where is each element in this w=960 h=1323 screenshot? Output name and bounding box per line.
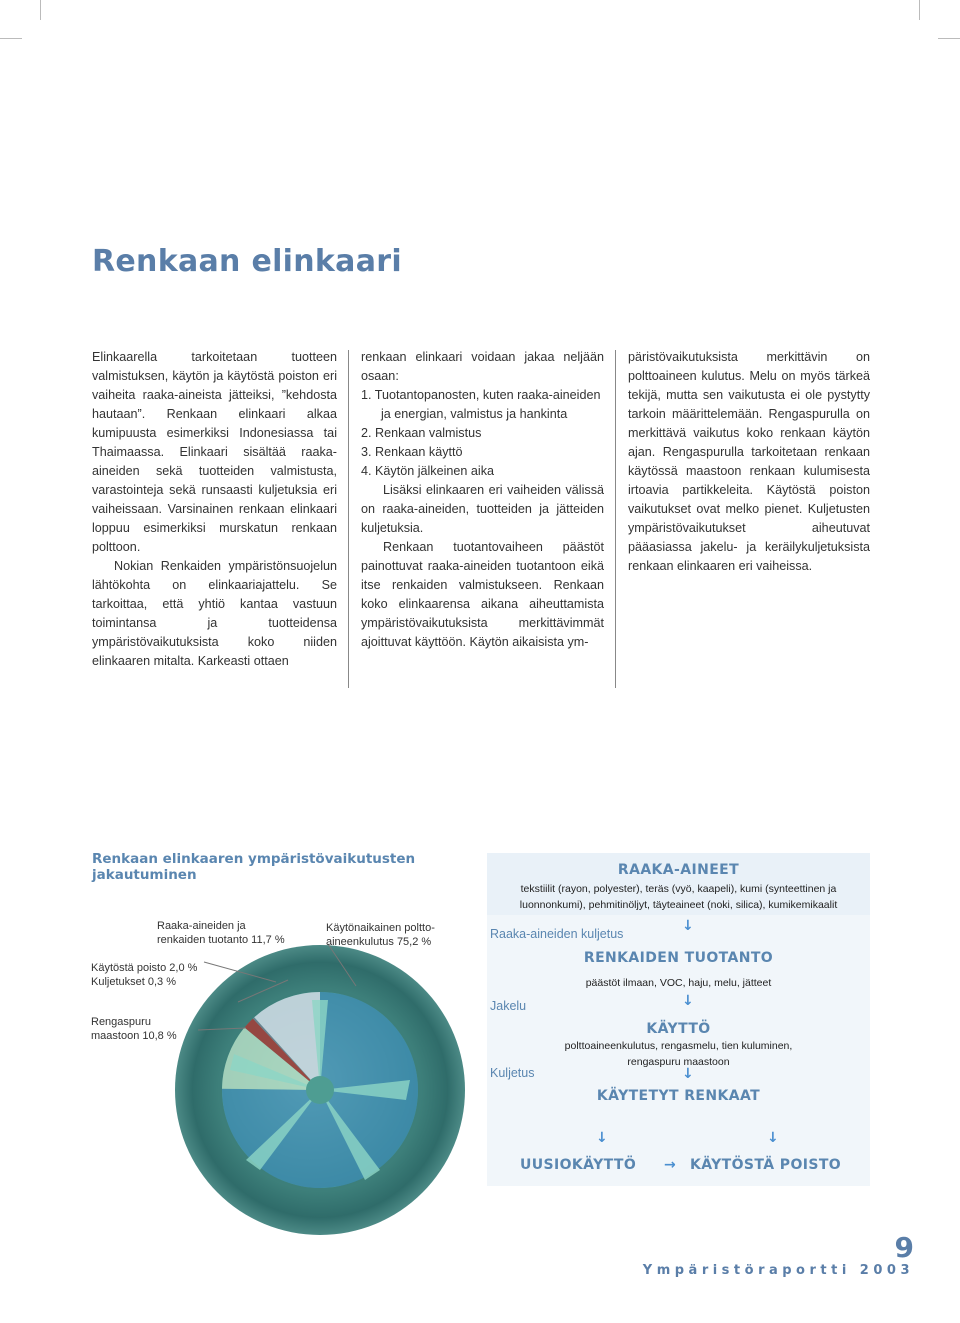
crop-mark: [919, 0, 920, 20]
paragraph: Nokian Renkaiden ympäristönsuojelun lähtökohta on elinkaariajattelu. Se tarkoittaa, että yhtiö kantaa vastuun toimintansa ja tuotteidensa ympäristövaikutuksista koko niiden elinkaaren mitalta. Karkeasti ottaen: [92, 559, 337, 668]
column-divider: [348, 350, 349, 688]
label-wear: Rengaspuru maastoon 10,8 %: [91, 1016, 177, 1042]
paragraph: päristövaikutuksista merkittävin on polttoaineen kulutus. Melu on myös tärkeä tekijä, mutta sen vaikutusta ei ole pystytty tarkoin määrittelemään. Rengaspurulla on merkittävä vaikutus koko renkaan käytön ajan. Rengaspurulla tarkoitetaan renkaan käytössä maastoon renkaan kulumisesta irtoavia partikkeleita. Käytöstä poiston vaikutukset ovat melko pienet. Kuljetusten ympäristövaikutukset aiheutuvat pääasiassa jakelu- ja keräilykuljetuksista renkaan elinkaaren eri vaiheissa.: [628, 350, 870, 573]
page-title: Renkaan elinkaari: [92, 244, 402, 279]
rim-hub: [306, 1076, 334, 1104]
transport-label: Kuljetus: [490, 1066, 535, 1080]
raw-materials-text: tekstiilit (rayon, polyester), teräs (vyö, kaapeli), kumi (synteettinen ja luonnonkumi), pehmitinöljyt, täyteaineet (noki, silica), kumikemikaalit: [519, 883, 838, 911]
arrow-down-icon: ↓: [682, 1066, 694, 1082]
crop-mark: [0, 38, 22, 39]
raw-materials-title: RAAKA-AINEET: [617, 862, 740, 878]
phase-list: [361, 386, 604, 481]
reuse-title: UUSIOKÄYTTÖ: [520, 1157, 637, 1173]
column-divider: [615, 350, 616, 688]
chart-title: Renkaan elinkaaren ympäristövaikutusten jakautuminen: [92, 851, 416, 883]
label-fuel: Käytönaikainen poltto- aineenkulutus 75,2 %: [326, 922, 435, 948]
arrow-right-icon: →: [664, 1157, 676, 1173]
list-item: 3. Renkaan käyttö: [361, 445, 463, 459]
label-disposal-transport: Käytöstä poisto 2,0 % Kuljetukset 0,3 %: [91, 962, 198, 988]
list-item: 1. Tuotantopanosten, kuten raaka-aineiden ja energian, valmistus ja hankinta: [361, 388, 601, 421]
text-column-2: [361, 348, 604, 652]
arrow-down-icon: ↓: [767, 1130, 779, 1146]
crop-mark: [938, 38, 960, 39]
text-column-1: [92, 348, 337, 671]
raw-transport-label: Raaka-aineiden kuljetus: [490, 927, 624, 941]
page-number: 9: [894, 1231, 914, 1264]
list-item: 4. Käytön jälkeinen aika: [361, 464, 495, 478]
paragraph: Elinkaarella tarkoitetaan tuotteen valmistuksen, käytön ja käytöstä poiston eri vaiheita raaka-aineista jätteiksi, ”kehdosta hautaan”. Renkaan elinkaari alkaa kumipuusta esimerkiksi Indonesiassa tai Thaimaassa. Elinkaari sisältää raaka-aineiden sekä tuotteiden valmistusta, varastointeja sekä runsaasti kuljetuksia eri vaiheissaan. Varsinainen renkaan elinkaari loppuu esimerkiksi murskatun renkaan polttoon.: [92, 350, 337, 554]
disposal-title: KÄYTÖSTÄ POISTO: [690, 1157, 842, 1173]
list-item: 2. Renkaan valmistus: [361, 426, 482, 440]
tire-pie-chart: [160, 940, 480, 1240]
distribution-label: Jakelu: [490, 999, 527, 1013]
used-tires-title: KÄYTETYT RENKAAT: [596, 1088, 761, 1104]
report-name: Ympäristöraportti 2003: [642, 1263, 914, 1278]
paragraph: Renkaan tuotantovaiheen päästöt painottuvat raaka-aineiden tuotantoon eikä itse renkaiden valmistukseen. Renkaan koko elinkaarensa aikana aiheuttamista ympäristövaikutuksista merkittävimmät ajoittuvat käyttöön. Käytön aikaisista ym-: [361, 540, 604, 649]
production-title: RENKAIDEN TUOTANTO: [583, 950, 774, 966]
arrow-down-icon: ↓: [682, 993, 694, 1009]
use-title: KÄYTTÖ: [646, 1021, 711, 1037]
paragraph: Lisäksi elinkaaren eri vaiheiden välissä on raaka-aineiden, tuotteiden ja jätteiden kuljetuksia.: [361, 483, 604, 535]
use-text: polttoaineenkulutus, rengasmelu, tien kuluminen, rengaspuru maastoon: [564, 1040, 793, 1068]
paragraph: renkaan elinkaari voidaan jakaa neljään osaan:: [361, 350, 604, 383]
production-text: päästöt ilmaan, VOC, haju, melu, jätteet: [585, 977, 772, 989]
text-column-3: [628, 348, 870, 576]
label-production: Raaka-aineiden ja renkaiden tuotanto 11,7 %: [157, 920, 285, 946]
arrow-down-icon: ↓: [682, 918, 694, 934]
crop-mark: [40, 0, 41, 20]
arrow-down-icon: ↓: [596, 1130, 608, 1146]
